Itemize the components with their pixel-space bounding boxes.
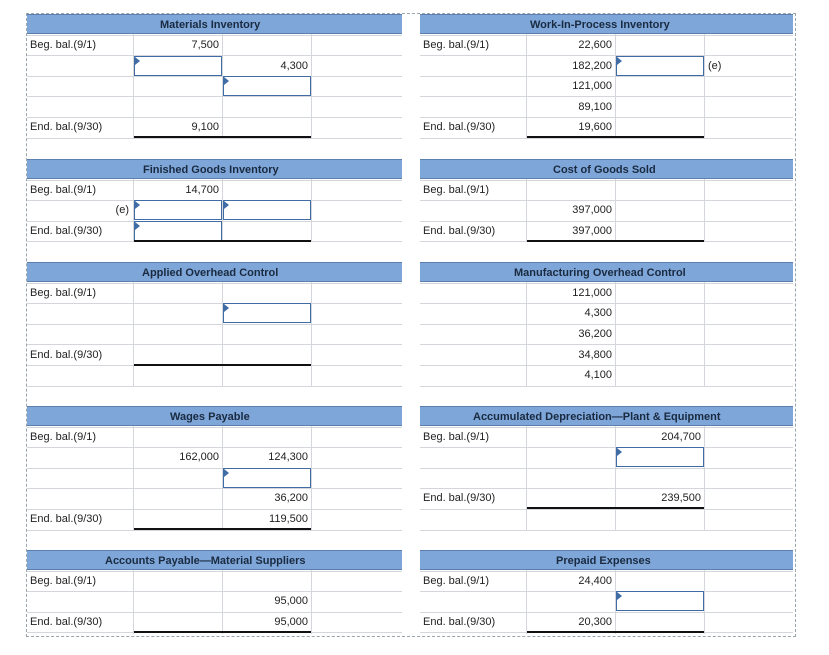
header-title: Work-In-Process Inventory bbox=[530, 19, 670, 31]
grid-line bbox=[704, 570, 705, 634]
grid-line bbox=[704, 34, 705, 138]
total-rule bbox=[527, 631, 704, 633]
cogs-end-value: 397,000 bbox=[572, 225, 612, 237]
mfg-debit-1: 121,000 bbox=[572, 287, 612, 299]
grid-line bbox=[27, 96, 402, 97]
wages-debit-1: 162,000 bbox=[179, 451, 219, 463]
wip-end-value: 19,600 bbox=[578, 121, 612, 133]
wages-end-value: 119,500 bbox=[269, 513, 308, 525]
grid-line bbox=[27, 468, 402, 469]
header-title: Manufacturing Overhead Control bbox=[514, 267, 686, 279]
grid-line bbox=[420, 447, 793, 448]
grid-line bbox=[704, 179, 705, 242]
header-title: Accumulated Depreciation—Plant & Equipment bbox=[473, 411, 721, 423]
header-applied-overhead bbox=[27, 262, 402, 282]
beg-bal-label: Beg. bal.(9/1) bbox=[30, 431, 97, 443]
header-mfg-overhead bbox=[420, 262, 793, 282]
beg-bal-label: Beg. bal.(9/1) bbox=[30, 39, 97, 51]
end-bal-label: End. bal.(9/30) bbox=[423, 492, 496, 504]
mfg-debit-3: 36,200 bbox=[578, 328, 612, 340]
grid-line bbox=[526, 426, 527, 530]
header-accumulated-depreciation bbox=[420, 406, 793, 426]
grid-line bbox=[704, 282, 705, 386]
wip-debit-4: 89,100 bbox=[578, 101, 612, 113]
grid-line bbox=[27, 324, 402, 325]
header-cogs bbox=[420, 159, 793, 179]
header-title: Applied Overhead Control bbox=[142, 267, 279, 279]
header-wip-inventory bbox=[420, 14, 793, 34]
beg-bal-label: Beg. bal.(9/1) bbox=[30, 184, 97, 196]
grid-line bbox=[311, 570, 312, 634]
grid-line bbox=[27, 488, 402, 489]
grid-line bbox=[420, 509, 793, 510]
end-bal-label: End. bal.(9/30) bbox=[423, 616, 496, 628]
total-rule bbox=[134, 364, 311, 366]
header-title: Wages Payable bbox=[170, 411, 250, 423]
wip-debit-3: 121,000 bbox=[572, 80, 612, 92]
total-rule bbox=[134, 136, 311, 138]
header-wages-payable bbox=[27, 406, 402, 426]
prepaid-beg-value: 24,400 bbox=[578, 575, 612, 587]
finished-credit-input[interactable] bbox=[223, 200, 311, 220]
grid-line bbox=[615, 34, 616, 138]
materials-end-value: 9,100 bbox=[191, 121, 219, 133]
end-bal-label: End. bal.(9/30) bbox=[30, 513, 103, 525]
mfg-debit-2: 4,300 bbox=[584, 307, 612, 319]
end-bal-label: End. bal.(9/30) bbox=[30, 349, 103, 361]
grid-line bbox=[311, 282, 312, 386]
grid-line bbox=[133, 570, 134, 634]
total-rule bbox=[527, 507, 704, 509]
finished-debit-input[interactable] bbox=[134, 200, 222, 220]
finished-e-label: (e) bbox=[115, 204, 129, 216]
header-title: Cost of Goods Sold bbox=[553, 164, 656, 176]
wip-credit-input[interactable] bbox=[616, 56, 704, 76]
wip-debit-2: 182,200 bbox=[572, 60, 612, 72]
grid-line bbox=[615, 179, 616, 242]
grid-line bbox=[403, 14, 419, 634]
beg-bal-label: Beg. bal.(9/1) bbox=[30, 287, 97, 299]
grid-line bbox=[420, 468, 793, 469]
wages-credit-2: 36,200 bbox=[274, 492, 308, 504]
end-bal-label: End. bal.(9/30) bbox=[30, 616, 103, 628]
beg-bal-label: Beg. bal.(9/1) bbox=[423, 39, 490, 51]
ap-end-value: 95,000 bbox=[274, 616, 308, 628]
total-rule bbox=[134, 240, 311, 242]
materials-debit-input[interactable] bbox=[134, 56, 222, 76]
mfg-debit-5: 4,100 bbox=[584, 369, 612, 381]
grid-line bbox=[133, 282, 134, 386]
materials-credit-input[interactable] bbox=[223, 76, 311, 96]
grid-line bbox=[133, 426, 134, 530]
end-bal-label: End. bal.(9/30) bbox=[30, 121, 103, 133]
total-rule bbox=[527, 136, 704, 138]
end-bal-label: End. bal.(9/30) bbox=[423, 121, 496, 133]
header-title: Finished Goods Inventory bbox=[143, 164, 279, 176]
grid-line bbox=[27, 591, 402, 592]
accdep-end-value: 239,500 bbox=[661, 492, 701, 504]
grid-line bbox=[615, 282, 616, 386]
total-rule bbox=[134, 631, 311, 633]
beg-bal-label: Beg. bal.(9/1) bbox=[423, 431, 490, 443]
applied-credit-input[interactable] bbox=[223, 303, 311, 323]
header-prepaid-expenses bbox=[420, 550, 793, 570]
header-title: Prepaid Expenses bbox=[556, 555, 651, 567]
materials-beg-value: 7,500 bbox=[191, 39, 219, 51]
end-bal-label: End. bal.(9/30) bbox=[423, 225, 496, 237]
grid-line bbox=[420, 591, 793, 592]
cogs-debit-1: 397,000 bbox=[572, 204, 612, 216]
prepaid-end-value: 20,300 bbox=[578, 616, 612, 628]
finished-end-input[interactable] bbox=[134, 221, 222, 241]
beg-bal-label: Beg. bal.(9/1) bbox=[423, 184, 490, 196]
grid-line bbox=[704, 426, 705, 530]
wages-credit-1: 124,300 bbox=[268, 451, 308, 463]
header-finished-goods bbox=[27, 159, 402, 179]
accdep-beg-value: 204,700 bbox=[661, 431, 701, 443]
grid-line bbox=[311, 34, 312, 138]
total-rule bbox=[527, 240, 704, 242]
header-title: Materials Inventory bbox=[160, 19, 261, 31]
total-rule bbox=[134, 528, 311, 530]
beg-bal-label: Beg. bal.(9/1) bbox=[30, 575, 97, 587]
grid-line bbox=[27, 303, 402, 304]
beg-bal-label: Beg. bal.(9/1) bbox=[423, 575, 490, 587]
end-bal-label: End. bal.(9/30) bbox=[30, 225, 103, 237]
grid-line bbox=[311, 426, 312, 530]
ap-credit-1: 95,000 bbox=[274, 595, 308, 607]
accdep-credit-input[interactable] bbox=[616, 447, 704, 467]
prepaid-credit-input[interactable] bbox=[616, 591, 704, 611]
materials-credit-value: 4,300 bbox=[280, 60, 308, 72]
wages-credit-input[interactable] bbox=[223, 468, 311, 488]
header-accounts-payable bbox=[27, 550, 402, 570]
finished-beg-value: 14,700 bbox=[185, 184, 219, 196]
grid-line bbox=[27, 76, 402, 77]
mfg-debit-4: 34,800 bbox=[578, 349, 612, 361]
header-title: Accounts Payable—Material Suppliers bbox=[105, 555, 306, 567]
wip-debit-1: 22,600 bbox=[578, 39, 612, 51]
wip-e-label: (e) bbox=[708, 60, 722, 72]
header-materials-inventory bbox=[27, 14, 402, 34]
grid-line bbox=[222, 282, 223, 386]
grid-line bbox=[311, 179, 312, 242]
